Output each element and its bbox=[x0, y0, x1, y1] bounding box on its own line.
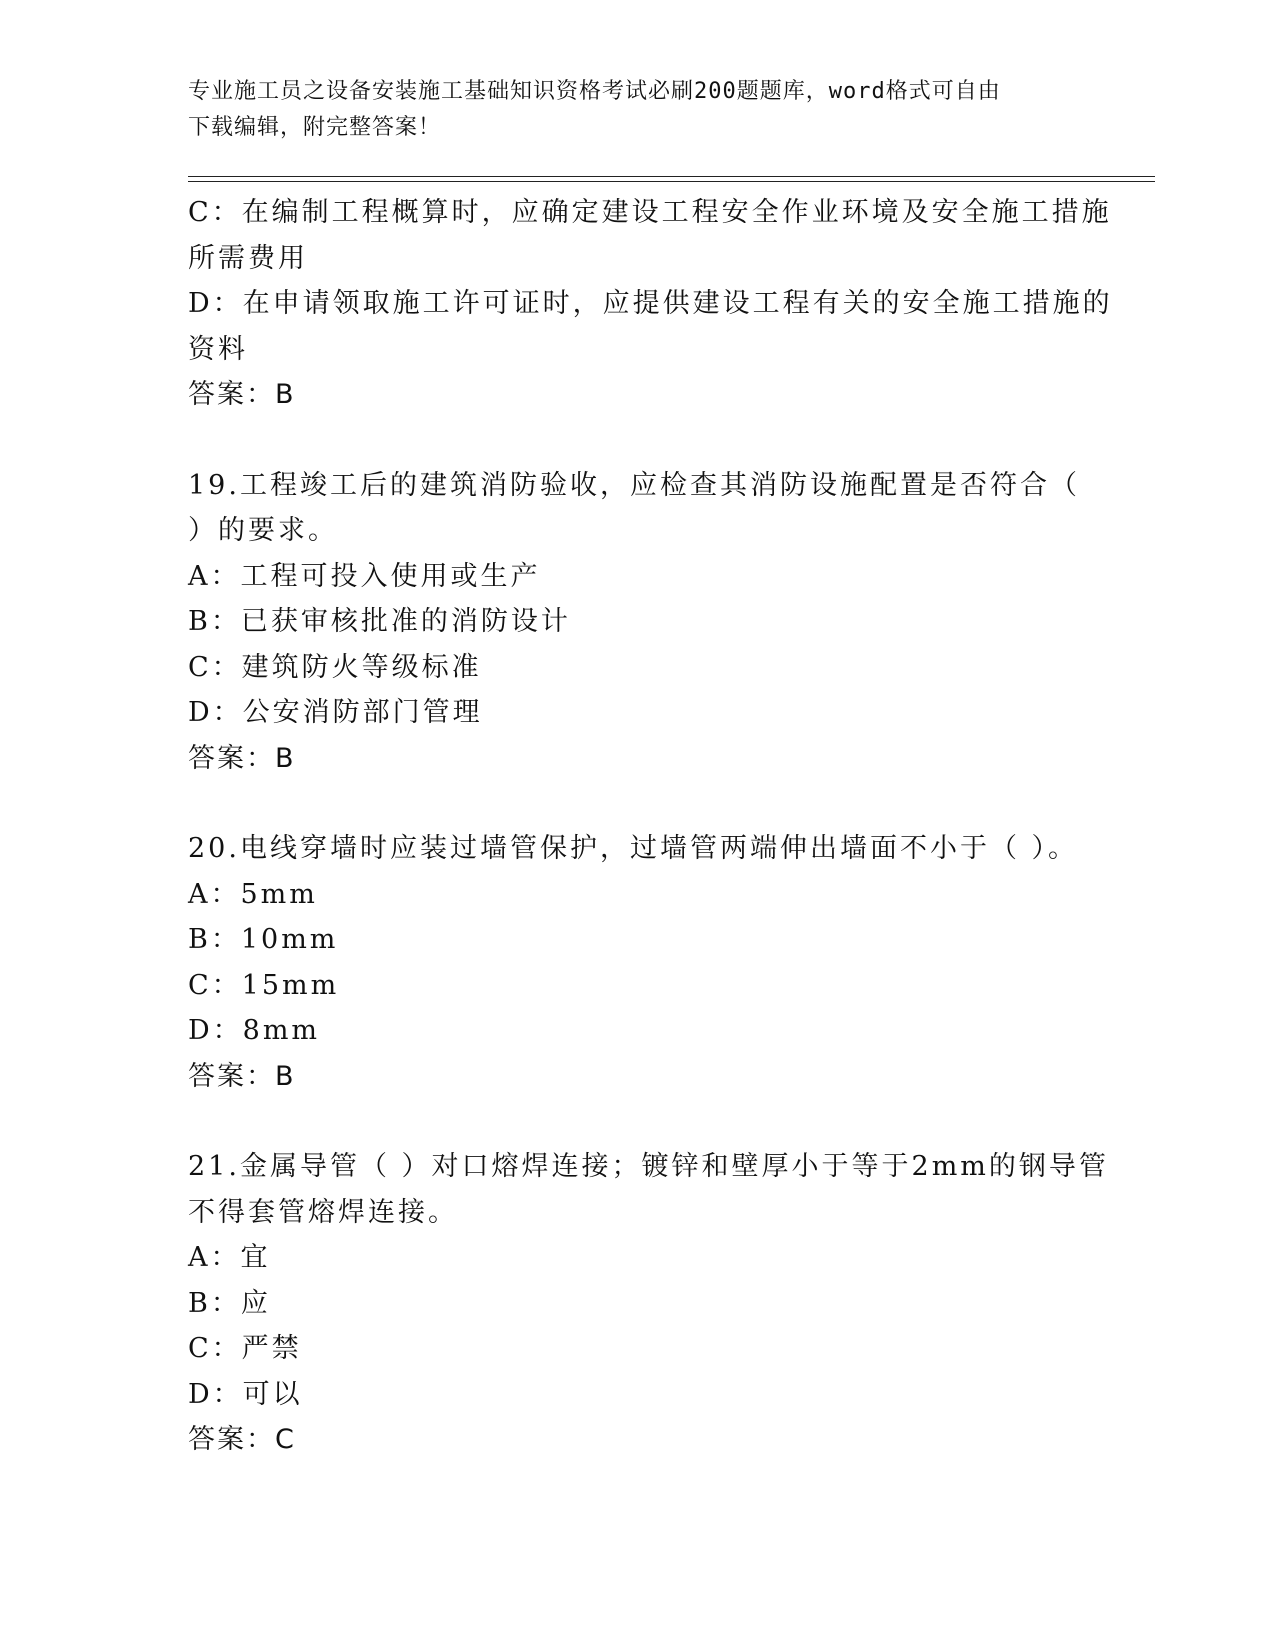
option-c: C：严禁 bbox=[188, 1333, 302, 1364]
document-header bbox=[188, 74, 1068, 146]
option-c: C：在编制工程概算时，应确定建设工程安全作业环境及安全施工措施 bbox=[188, 197, 1112, 228]
option-c: C：建筑防火等级标准 bbox=[188, 651, 482, 683]
question-stem-continued: ）的要求。 bbox=[188, 515, 338, 546]
answer-line: 答案：C bbox=[188, 1424, 296, 1455]
option-c-continued: 所需费用 bbox=[188, 242, 308, 274]
option-d: D：公安消防部门管理 bbox=[188, 697, 483, 728]
option-d: D：8mm bbox=[188, 1015, 321, 1046]
question-21 bbox=[188, 1144, 1109, 1463]
option-a: A：工程可投入使用或生产 bbox=[188, 560, 541, 592]
previous-question-tail bbox=[188, 190, 1113, 418]
question-gap bbox=[188, 1099, 1088, 1144]
question-gap bbox=[188, 781, 1088, 826]
option-c: C：15mm bbox=[188, 969, 340, 1001]
option-b: B：10mm bbox=[188, 924, 339, 955]
question-stem-continued: 不得套管熔焊连接。 bbox=[188, 1196, 458, 1228]
question-stem: 21.金属导管（ ）对口熔焊连接；镀锌和壁厚小于等于2mm的钢导管 bbox=[188, 1151, 1109, 1182]
option-d-continued: 资料 bbox=[188, 333, 248, 365]
question-gap bbox=[188, 418, 1088, 463]
answer-line: 答案：B bbox=[188, 742, 296, 774]
question-content bbox=[188, 190, 1113, 1463]
question-20 bbox=[188, 826, 1088, 1099]
option-a: A：5mm bbox=[188, 878, 318, 910]
question-stem: 20.电线穿墙时应装过墙管保护，过墙管两端伸出墙面不小于（ ）。 bbox=[188, 833, 1079, 864]
question-stem: 19.工程竣工后的建筑消防验收，应检查其消防设施配置是否符合（ bbox=[188, 469, 1080, 501]
option-a: A：宜 bbox=[188, 1242, 271, 1273]
answer-line: 答案：B bbox=[188, 379, 296, 410]
option-d: D：在申请领取施工许可证时，应提供建设工程有关的安全施工措施的 bbox=[188, 288, 1113, 319]
option-d: D：可以 bbox=[188, 1378, 303, 1410]
question-19 bbox=[188, 463, 1088, 782]
header-title-line1: 专业施工员之设备安装施工基础知识资格考试必刷200题题库，word格式可自由 bbox=[188, 79, 1001, 104]
option-b: B：已获审核批准的消防设计 bbox=[188, 606, 571, 637]
header-rule-bottom bbox=[188, 181, 1155, 182]
option-b: B：应 bbox=[188, 1287, 271, 1319]
header-rule-top bbox=[188, 176, 1155, 177]
header-title-line2: 下载编辑，附完整答案！ bbox=[188, 115, 442, 140]
answer-line: 答案：B bbox=[188, 1060, 296, 1092]
